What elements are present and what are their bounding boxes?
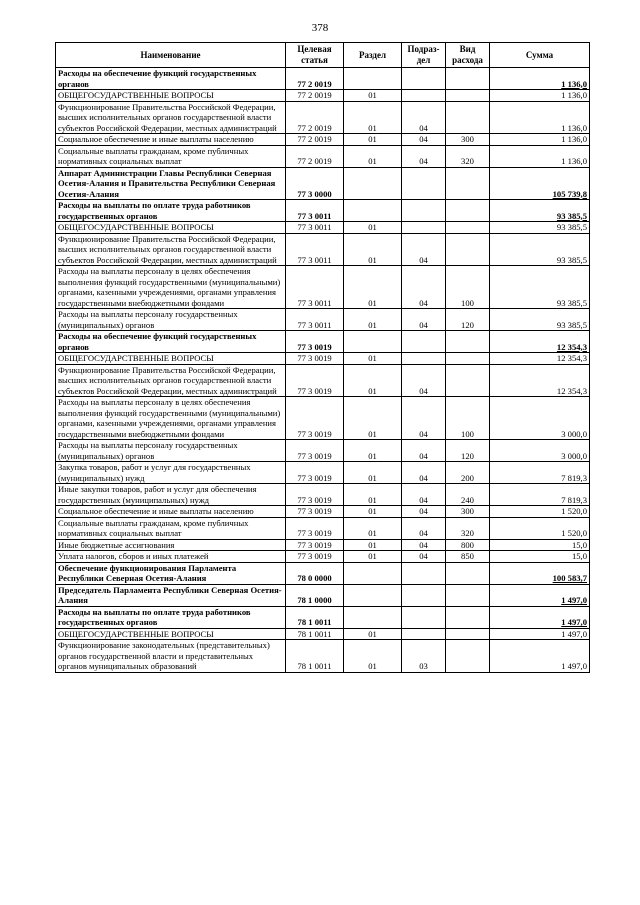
- row-subsection: [402, 353, 446, 365]
- row-sum: 15,0: [490, 551, 590, 563]
- row-subsection: 04: [402, 551, 446, 563]
- row-name: Социальное обеспечение и иные выплаты населению: [56, 506, 286, 518]
- row-name: Расходы на выплаты персоналу государственных (муниципальных) органов: [56, 440, 286, 462]
- row-name: Расходы на выплаты по оплате труда работников государственных органов: [56, 606, 286, 628]
- row-section: 01: [344, 397, 402, 440]
- row-section: 01: [344, 462, 402, 484]
- row-name: Обеспечение функционирования Парламента Республики Северная Осетия-Алания: [56, 562, 286, 584]
- row-name: Председатель Парламента Республики Северная Осетия-Алания: [56, 584, 286, 606]
- row-sum: 12 354,3: [490, 353, 590, 365]
- row-section: 01: [344, 90, 402, 102]
- row-name: Социальное обеспечение и иные выплаты населению: [56, 134, 286, 146]
- row-expense-type: [446, 90, 490, 102]
- table-row: [56, 462, 590, 484]
- row-sum: 1 497,0: [490, 584, 590, 606]
- row-subsection: 04: [402, 484, 446, 506]
- row-expense-type: [446, 331, 490, 353]
- row-target-article: 77 2 0019: [286, 68, 344, 90]
- table-row: [56, 551, 590, 563]
- row-subsection: [402, 222, 446, 234]
- table-row: [56, 539, 590, 551]
- row-target-article: 77 2 0019: [286, 101, 344, 134]
- row-sum: 105 739,8: [490, 167, 590, 200]
- row-name: Иные закупки товаров, работ и услуг для обеспечения государственных (муниципальных) нужд: [56, 484, 286, 506]
- header-name: Наименование: [56, 43, 286, 68]
- table-row: [56, 200, 590, 222]
- row-section: 01: [344, 628, 402, 640]
- table-row: [56, 145, 590, 167]
- row-name: Функционирование Правительства Российской Федерации, высших исполнительных органов государственной власти субъектов Российской Федерации, местных администраций: [56, 233, 286, 266]
- row-target-article: 77 3 0019: [286, 397, 344, 440]
- row-name: Закупка товаров, работ и услуг для государственных (муниципальных) нужд: [56, 462, 286, 484]
- table-row: [56, 134, 590, 146]
- row-name: Расходы на выплаты по оплате труда работников государственных органов: [56, 200, 286, 222]
- table-row: [56, 506, 590, 518]
- row-subsection: 04: [402, 233, 446, 266]
- row-sum: 1 497,0: [490, 606, 590, 628]
- row-section: [344, 562, 402, 584]
- row-expense-type: [446, 640, 490, 673]
- row-target-article: 78 1 0011: [286, 628, 344, 640]
- row-section: 01: [344, 551, 402, 563]
- row-expense-type: 800: [446, 539, 490, 551]
- table-row: [56, 517, 590, 539]
- row-name: Функционирование законодательных (представительных) органов государственной власти и представительных органов муниципальных образований: [56, 640, 286, 673]
- row-target-article: 77 3 0019: [286, 539, 344, 551]
- table-row: [56, 167, 590, 200]
- row-subsection: [402, 331, 446, 353]
- row-subsection: [402, 628, 446, 640]
- header-expense-type: Вид расхода: [446, 43, 490, 68]
- table-row: [56, 266, 590, 309]
- row-section: 01: [344, 266, 402, 309]
- row-sum: 1 136,0: [490, 134, 590, 146]
- row-expense-type: [446, 233, 490, 266]
- table-row: [56, 101, 590, 134]
- row-sum: 1 136,0: [490, 145, 590, 167]
- table-row: [56, 628, 590, 640]
- header-subsection: Подраз-дел: [402, 43, 446, 68]
- row-subsection: 03: [402, 640, 446, 673]
- row-subsection: 04: [402, 101, 446, 134]
- row-section: 01: [344, 145, 402, 167]
- row-subsection: 04: [402, 145, 446, 167]
- row-target-article: 77 3 0019: [286, 440, 344, 462]
- row-target-article: 77 3 0019: [286, 484, 344, 506]
- table-row: [56, 222, 590, 234]
- row-section: 01: [344, 233, 402, 266]
- row-expense-type: 320: [446, 145, 490, 167]
- row-name: Расходы на выплаты персоналу в целях обеспечения выполнения функций государственными (муниципальными) органами, казенными учреждениями, органами управления государственными внебюджетными фондами: [56, 397, 286, 440]
- row-sum: 93 385,5: [490, 309, 590, 331]
- row-section: 01: [344, 484, 402, 506]
- row-expense-type: 240: [446, 484, 490, 506]
- budget-table: [55, 42, 590, 673]
- row-expense-type: [446, 200, 490, 222]
- row-subsection: 04: [402, 462, 446, 484]
- row-target-article: 78 1 0011: [286, 606, 344, 628]
- row-target-article: 77 3 0000: [286, 167, 344, 200]
- row-name: Функционирование Правительства Российской Федерации, высших исполнительных органов государственной власти субъектов Российской Федерации, местных администраций: [56, 101, 286, 134]
- row-target-article: 77 2 0019: [286, 134, 344, 146]
- row-expense-type: [446, 562, 490, 584]
- row-sum: 1 136,0: [490, 90, 590, 102]
- row-subsection: 04: [402, 440, 446, 462]
- table-row: [56, 397, 590, 440]
- row-sum: 1 136,0: [490, 68, 590, 90]
- row-name: ОБЩЕГОСУДАРСТВЕННЫЕ ВОПРОСЫ: [56, 628, 286, 640]
- table-header-row: [56, 43, 590, 68]
- table-row: [56, 90, 590, 102]
- row-sum: 93 385,5: [490, 266, 590, 309]
- row-expense-type: [446, 101, 490, 134]
- row-name: ОБЩЕГОСУДАРСТВЕННЫЕ ВОПРОСЫ: [56, 90, 286, 102]
- row-sum: 1 497,0: [490, 640, 590, 673]
- row-target-article: 78 1 0000: [286, 584, 344, 606]
- row-subsection: [402, 562, 446, 584]
- row-sum: 1 520,0: [490, 506, 590, 518]
- row-expense-type: [446, 222, 490, 234]
- row-section: 01: [344, 440, 402, 462]
- row-target-article: 77 3 0019: [286, 331, 344, 353]
- row-name: Расходы на выплаты персоналу государственных (муниципальных) органов: [56, 309, 286, 331]
- table-row: [56, 562, 590, 584]
- row-section: 01: [344, 506, 402, 518]
- table-row: [56, 233, 590, 266]
- row-target-article: 77 2 0019: [286, 90, 344, 102]
- table-row: [56, 606, 590, 628]
- row-name: Социальные выплаты гражданам, кроме публичных нормативных социальных выплат: [56, 517, 286, 539]
- row-expense-type: 120: [446, 309, 490, 331]
- row-section: 01: [344, 353, 402, 365]
- row-section: 01: [344, 539, 402, 551]
- row-subsection: [402, 200, 446, 222]
- row-section: 01: [344, 517, 402, 539]
- row-target-article: 77 3 0011: [286, 233, 344, 266]
- row-target-article: 77 2 0019: [286, 145, 344, 167]
- row-subsection: 04: [402, 517, 446, 539]
- row-name: ОБЩЕГОСУДАРСТВЕННЫЕ ВОПРОСЫ: [56, 222, 286, 234]
- row-sum: 7 819,3: [490, 462, 590, 484]
- row-expense-type: 100: [446, 397, 490, 440]
- row-expense-type: [446, 364, 490, 397]
- table-row: [56, 640, 590, 673]
- row-target-article: 77 3 0011: [286, 309, 344, 331]
- header-sum: Сумма: [490, 43, 590, 68]
- table-row: [56, 331, 590, 353]
- row-subsection: 04: [402, 506, 446, 518]
- row-name: Расходы на выплаты персоналу в целях обеспечения выполнения функций государственными (муниципальными) органами, казенными учреждениями, органами управления государственными внебюджетными фондами: [56, 266, 286, 309]
- row-sum: 100 583,7: [490, 562, 590, 584]
- page-number: 378: [311, 22, 329, 34]
- row-subsection: [402, 68, 446, 90]
- row-expense-type: [446, 167, 490, 200]
- row-subsection: 04: [402, 309, 446, 331]
- row-target-article: 78 0 0000: [286, 562, 344, 584]
- row-target-article: 77 3 0011: [286, 200, 344, 222]
- row-sum: 1 497,0: [490, 628, 590, 640]
- row-sum: 15,0: [490, 539, 590, 551]
- row-sum: 93 385,5: [490, 222, 590, 234]
- row-section: 01: [344, 309, 402, 331]
- row-target-article: 77 3 0019: [286, 517, 344, 539]
- row-expense-type: [446, 628, 490, 640]
- row-subsection: 04: [402, 539, 446, 551]
- row-section: [344, 584, 402, 606]
- row-subsection: 04: [402, 397, 446, 440]
- row-section: 01: [344, 101, 402, 134]
- row-section: [344, 167, 402, 200]
- table-row: [56, 353, 590, 365]
- row-sum: 3 000,0: [490, 397, 590, 440]
- row-name: Уплата налогов, сборов и иных платежей: [56, 551, 286, 563]
- row-name: Аппарат Администрации Главы Республики Северная Осетия-Алания и Правительства Республики Северная Осетия-Алания: [56, 167, 286, 200]
- row-sum: 93 385,5: [490, 233, 590, 266]
- row-name: Иные бюджетные ассигнования: [56, 539, 286, 551]
- row-section: 01: [344, 222, 402, 234]
- row-subsection: 04: [402, 134, 446, 146]
- row-subsection: 04: [402, 364, 446, 397]
- row-target-article: 78 1 0011: [286, 640, 344, 673]
- row-subsection: [402, 167, 446, 200]
- table-row: [56, 309, 590, 331]
- row-sum: 12 354,3: [490, 364, 590, 397]
- table-row: [56, 364, 590, 397]
- row-expense-type: [446, 353, 490, 365]
- row-target-article: 77 3 0019: [286, 462, 344, 484]
- row-expense-type: 320: [446, 517, 490, 539]
- row-section: 01: [344, 364, 402, 397]
- row-target-article: 77 3 0019: [286, 506, 344, 518]
- row-sum: 12 354,3: [490, 331, 590, 353]
- row-section: [344, 606, 402, 628]
- row-name: Социальные выплаты гражданам, кроме публичных нормативных социальных выплат: [56, 145, 286, 167]
- row-section: 01: [344, 640, 402, 673]
- header-section: Раздел: [344, 43, 402, 68]
- row-expense-type: 100: [446, 266, 490, 309]
- table-row: [56, 440, 590, 462]
- row-subsection: 04: [402, 266, 446, 309]
- table-row: [56, 584, 590, 606]
- row-sum: 7 819,3: [490, 484, 590, 506]
- row-target-article: 77 3 0011: [286, 266, 344, 309]
- row-section: 01: [344, 134, 402, 146]
- row-expense-type: [446, 68, 490, 90]
- row-subsection: [402, 90, 446, 102]
- row-section: [344, 68, 402, 90]
- header-target-article: Целевая статья: [286, 43, 344, 68]
- row-target-article: 77 3 0019: [286, 353, 344, 365]
- row-target-article: 77 3 0019: [286, 551, 344, 563]
- row-expense-type: [446, 606, 490, 628]
- row-expense-type: 200: [446, 462, 490, 484]
- row-expense-type: 300: [446, 506, 490, 518]
- table-row: [56, 484, 590, 506]
- row-sum: 93 385,5: [490, 200, 590, 222]
- table-row: [56, 68, 590, 90]
- row-section: [344, 331, 402, 353]
- row-target-article: 77 3 0011: [286, 222, 344, 234]
- row-sum: 3 000,0: [490, 440, 590, 462]
- row-expense-type: 120: [446, 440, 490, 462]
- row-expense-type: 300: [446, 134, 490, 146]
- row-section: [344, 200, 402, 222]
- row-sum: 1 520,0: [490, 517, 590, 539]
- row-name: Расходы на обеспечение функций государственных органов: [56, 331, 286, 353]
- row-expense-type: 850: [446, 551, 490, 563]
- row-name: ОБЩЕГОСУДАРСТВЕННЫЕ ВОПРОСЫ: [56, 353, 286, 365]
- row-subsection: [402, 606, 446, 628]
- row-name: Расходы на обеспечение функций государственных органов: [56, 68, 286, 90]
- row-sum: 1 136,0: [490, 101, 590, 134]
- row-target-article: 77 3 0019: [286, 364, 344, 397]
- row-subsection: [402, 584, 446, 606]
- row-expense-type: [446, 584, 490, 606]
- table-body: [56, 68, 590, 673]
- row-name: Функционирование Правительства Российской Федерации, высших исполнительных органов государственной власти субъектов Российской Федерации, местных администраций: [56, 364, 286, 397]
